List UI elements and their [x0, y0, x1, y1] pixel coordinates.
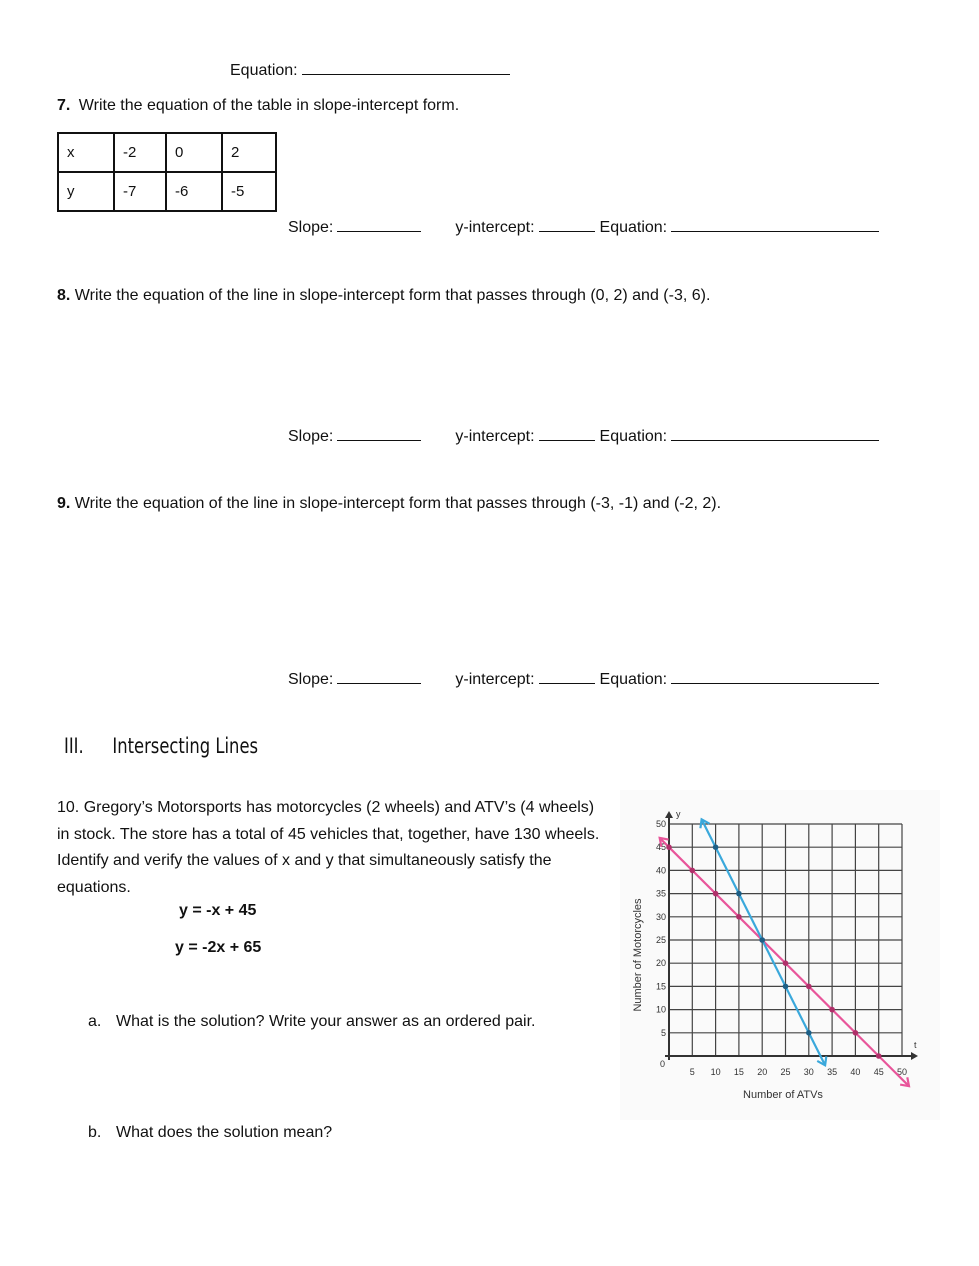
question-10b	[88, 1124, 332, 1142]
table-cell: -5	[222, 172, 276, 211]
table-row-x	[58, 133, 276, 172]
svg-text:50: 50	[896, 1067, 908, 1077]
data-point	[806, 1030, 812, 1036]
svg-text:t: t	[914, 1040, 917, 1050]
x-axis-label: Number of ATVs	[743, 1089, 823, 1101]
y-intercept-label: y-intercept:	[455, 219, 535, 236]
y-intercept-blank[interactable]	[539, 217, 595, 232]
y-intercept-label: y-intercept:	[455, 428, 535, 445]
question-number: 7.	[57, 97, 71, 114]
part-label: b.	[88, 1124, 102, 1141]
data-point	[690, 868, 696, 874]
svg-text:45: 45	[873, 1067, 884, 1077]
y-intercept-blank[interactable]	[539, 669, 595, 684]
data-point	[736, 914, 742, 920]
data-point	[736, 891, 742, 897]
table-cell: -6	[166, 172, 222, 211]
svg-text:50: 50	[655, 819, 666, 829]
data-point	[759, 937, 765, 943]
slope-blank[interactable]	[337, 217, 421, 232]
equation-blank[interactable]	[302, 60, 510, 75]
y-intercept-blank[interactable]	[539, 426, 595, 441]
section-numeral: III.	[64, 734, 84, 758]
equation-label: Equation:	[599, 219, 668, 236]
data-point	[666, 844, 672, 850]
svg-text:40: 40	[655, 865, 666, 876]
svg-text:y: y	[676, 809, 681, 819]
section-title: Intersecting Lines	[112, 734, 259, 758]
y-axis-label: Number of Motorcycles	[632, 898, 644, 1012]
svg-text:10: 10	[710, 1067, 721, 1077]
table-cell: y	[58, 172, 114, 211]
question-text: Write the equation of the table in slope-intercept form.	[78, 97, 460, 114]
table-cell: -7	[114, 172, 166, 211]
data-point	[853, 1030, 859, 1036]
top-equation-answer	[230, 60, 510, 80]
svg-text:20: 20	[655, 958, 666, 969]
svg-text:40: 40	[850, 1067, 861, 1077]
xy-table	[57, 132, 277, 212]
data-point	[713, 844, 719, 850]
y-intercept-label: y-intercept:	[455, 671, 535, 688]
data-point	[783, 984, 789, 990]
question-8-prompt	[57, 287, 710, 305]
question-9-answer-line	[288, 669, 879, 689]
svg-text:5: 5	[689, 1067, 695, 1077]
table-row-y	[58, 172, 276, 211]
part-text: What does the solution mean?	[116, 1124, 333, 1141]
question-8-answer-line	[288, 426, 879, 446]
svg-text:35: 35	[827, 1067, 838, 1077]
slope-label: Slope:	[288, 219, 334, 236]
question-7-answer-line	[288, 217, 879, 237]
part-label: a.	[88, 1013, 102, 1030]
slope-blank[interactable]	[337, 669, 421, 684]
intersecting-lines-graph	[620, 790, 940, 1120]
svg-text:0: 0	[659, 1059, 665, 1069]
data-point	[806, 984, 812, 990]
equation-label: Equation:	[599, 671, 668, 688]
question-7-prompt	[57, 97, 459, 115]
svg-text:30: 30	[803, 1067, 814, 1077]
section-heading	[64, 734, 258, 758]
equation-blank[interactable]	[671, 217, 879, 232]
slope-blank[interactable]	[337, 426, 421, 441]
question-10-text: 10. Gregory’s Motorsports has motorcycles (2 wheels) and ATV’s (4 wheels) in stock. The store has a total of 45 vehicles that, together, have 130 wheels. Identify and verify the values of x and y that simultaneously satisfy the equations.	[57, 799, 600, 896]
table-cell: x	[58, 133, 114, 172]
question-9-prompt	[57, 495, 721, 513]
question-number: 9.	[57, 495, 71, 512]
question-number: 8.	[57, 287, 71, 304]
equation-1: y = -x + 45	[179, 902, 257, 919]
svg-text:25: 25	[655, 935, 666, 945]
equation-blank[interactable]	[671, 426, 879, 441]
data-point	[713, 891, 719, 897]
table-cell: 0	[166, 133, 222, 172]
svg-text:15: 15	[655, 981, 666, 992]
data-point	[829, 1007, 835, 1013]
equation-label: Equation:	[599, 428, 668, 445]
svg-text:45: 45	[655, 842, 666, 853]
data-point	[876, 1053, 882, 1059]
svg-text:15: 15	[733, 1067, 744, 1077]
svg-text:5: 5	[660, 1027, 666, 1038]
question-10a	[88, 1013, 535, 1031]
table-cell: -2	[114, 133, 166, 172]
svg-text:25: 25	[780, 1067, 791, 1077]
table-cell: 2	[222, 133, 276, 172]
svg-text:35: 35	[655, 888, 666, 899]
equation-label: Equation:	[230, 62, 298, 79]
data-point	[783, 960, 789, 966]
svg-text:10: 10	[655, 1004, 666, 1015]
question-text: Write the equation of the line in slope-intercept form that passes through (0, 2) and (-3, 6).	[74, 287, 711, 304]
svg-text:20: 20	[757, 1067, 768, 1077]
slope-label: Slope:	[288, 671, 334, 688]
question-text: Write the equation of the line in slope-intercept form that passes through (-3, -1) and (-2, 2).	[74, 495, 722, 512]
equation-blank[interactable]	[671, 669, 879, 684]
equation-2: y = -2x + 65	[175, 939, 262, 956]
slope-label: Slope:	[288, 428, 334, 445]
svg-text:30: 30	[655, 911, 666, 922]
part-text: What is the solution? Write your answer as an ordered pair.	[116, 1013, 536, 1030]
